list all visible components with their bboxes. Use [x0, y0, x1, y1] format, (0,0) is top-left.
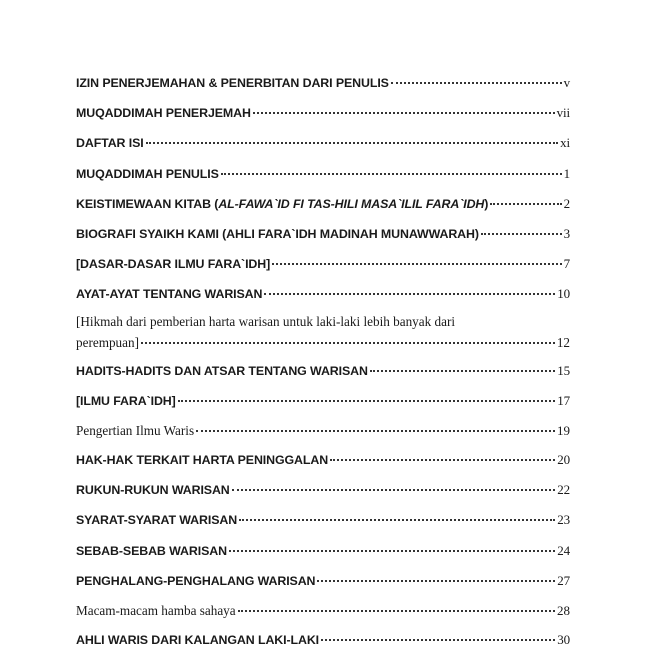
- toc-entry-title: SEBAB-SEBAB WARISAN: [76, 543, 227, 558]
- toc-entry-title: MUQADDIMAH PENERJEMAH: [76, 106, 251, 121]
- toc-entry-title: Macam-macam hamba sahaya: [76, 603, 236, 618]
- toc-dot-leader: [232, 487, 556, 491]
- toc-page-number: 3: [563, 225, 570, 241]
- toc-entry: [76, 393, 570, 409]
- toc-dot-leader: [253, 110, 555, 114]
- toc-entry: [76, 256, 570, 272]
- toc-dot-leader: [196, 428, 555, 432]
- toc-entry-title: AHLI WARIS DARI KALANGAN LAKI-LAKI: [76, 633, 320, 648]
- toc-page-number: 2: [563, 195, 570, 211]
- toc-page-number: 1: [563, 165, 570, 181]
- toc-entry-title: [DASAR-DASAR ILMU FARA`IDH]: [76, 257, 271, 272]
- toc-entry: [76, 423, 570, 438]
- toc-dot-leader: [264, 291, 555, 295]
- toc-page-number: 20: [557, 452, 570, 468]
- toc-entry-title: PENGHALANG-PENGHALANG WARISAN: [76, 573, 316, 588]
- toc-dot-leader: [321, 637, 555, 641]
- toc-page-number: xi: [560, 135, 570, 151]
- toc-entry-title-line2: perempuan]: [76, 334, 139, 350]
- toc-entry-title: [76, 197, 488, 212]
- toc-entry: [76, 512, 570, 528]
- toc-entry-title: BIOGRAFI SYAIKH KAMI (AHLI FARA`IDH MADINAH MUNAWWARAH): [76, 226, 479, 241]
- toc-entry: [76, 632, 570, 648]
- toc-entry-title-prefix: KEISTIMEWAAN KITAB (: [76, 196, 219, 211]
- toc-entry-title: RUKUN-RUKUN WARISAN: [76, 483, 230, 498]
- toc-entry: [76, 573, 570, 589]
- toc-dot-leader: [229, 548, 555, 552]
- toc-page-number: 28: [557, 603, 570, 618]
- toc-entry: [76, 105, 570, 121]
- toc-dot-leader: [272, 261, 561, 265]
- toc-dot-leader: [481, 231, 562, 235]
- toc-entry: [76, 603, 570, 618]
- toc-entry-title: Pengertian Ilmu Waris: [76, 422, 195, 438]
- toc-dot-leader: [391, 80, 562, 84]
- toc-entry-title: MUQADDIMAH PENULIS: [76, 166, 219, 181]
- toc-entry: [76, 286, 570, 302]
- toc-entry-title: IZIN PENERJEMAHAN & PENERBITAN DARI PENULIS: [76, 76, 389, 90]
- toc-dot-leader: [146, 140, 558, 144]
- toc-entry: [76, 482, 570, 498]
- toc-entry: [76, 452, 570, 468]
- toc-page-number: 27: [557, 572, 570, 588]
- toc-dot-leader: [221, 171, 562, 175]
- toc-dot-leader: [490, 201, 561, 205]
- toc-page-number: 15: [557, 362, 570, 378]
- toc-entry: [76, 363, 570, 379]
- toc-dot-leader: [141, 340, 555, 344]
- toc-page-number: v: [563, 75, 570, 90]
- toc-entry-line2: [76, 332, 570, 353]
- toc-entry-title: AYAT-AYAT TENTANG WARISAN: [76, 287, 263, 302]
- toc-page-number: 30: [557, 632, 570, 648]
- toc-page-number: vii: [556, 105, 570, 121]
- toc-dot-leader: [178, 398, 556, 402]
- toc-page-number: 23: [557, 512, 570, 528]
- toc-entry-title: HADITS-HADITS DAN ATSAR TENTANG WARISAN: [76, 363, 368, 378]
- toc-entry: [76, 75, 570, 91]
- toc-page-number: 7: [563, 256, 570, 272]
- toc-entry: [76, 166, 570, 182]
- table-of-contents: [76, 75, 570, 662]
- toc-dot-leader: [330, 457, 555, 461]
- toc-entry-title: [ILMU FARA`IDH]: [76, 393, 176, 408]
- toc-entry-title-line1: [Hikmah dari pemberian harta warisan untuk laki-laki lebih banyak dari: [76, 313, 456, 329]
- toc-dot-leader: [239, 517, 555, 521]
- toc-page-number: 17: [557, 392, 570, 408]
- toc-page-number: 24: [557, 542, 570, 558]
- toc-entry-title: HAK-HAK TERKAIT HARTA PENINGGALAN: [76, 453, 329, 468]
- toc-entry-title-suffix: ): [484, 196, 489, 211]
- toc-entry-title: SYARAT-SYARAT WARISAN: [76, 513, 238, 528]
- toc-entry: [76, 135, 570, 151]
- toc-entry: [76, 226, 570, 242]
- toc-entry: [76, 543, 570, 559]
- toc-dot-leader: [317, 578, 555, 582]
- toc-entry-multiline: [76, 311, 570, 353]
- toc-entry-title: DAFTAR ISI: [76, 136, 144, 151]
- toc-entry: [76, 196, 570, 212]
- toc-dot-leader: [238, 608, 555, 612]
- toc-page-number: 19: [557, 422, 570, 438]
- toc-dot-leader: [370, 368, 555, 372]
- toc-page-number: 22: [557, 482, 570, 498]
- toc-page-number: 10: [557, 286, 570, 302]
- toc-page-number: 12: [556, 334, 570, 350]
- toc-entry-title-italic: AL-FAWA`ID FI TAS-HILI MASA`ILIL FARA`IDH: [218, 196, 485, 211]
